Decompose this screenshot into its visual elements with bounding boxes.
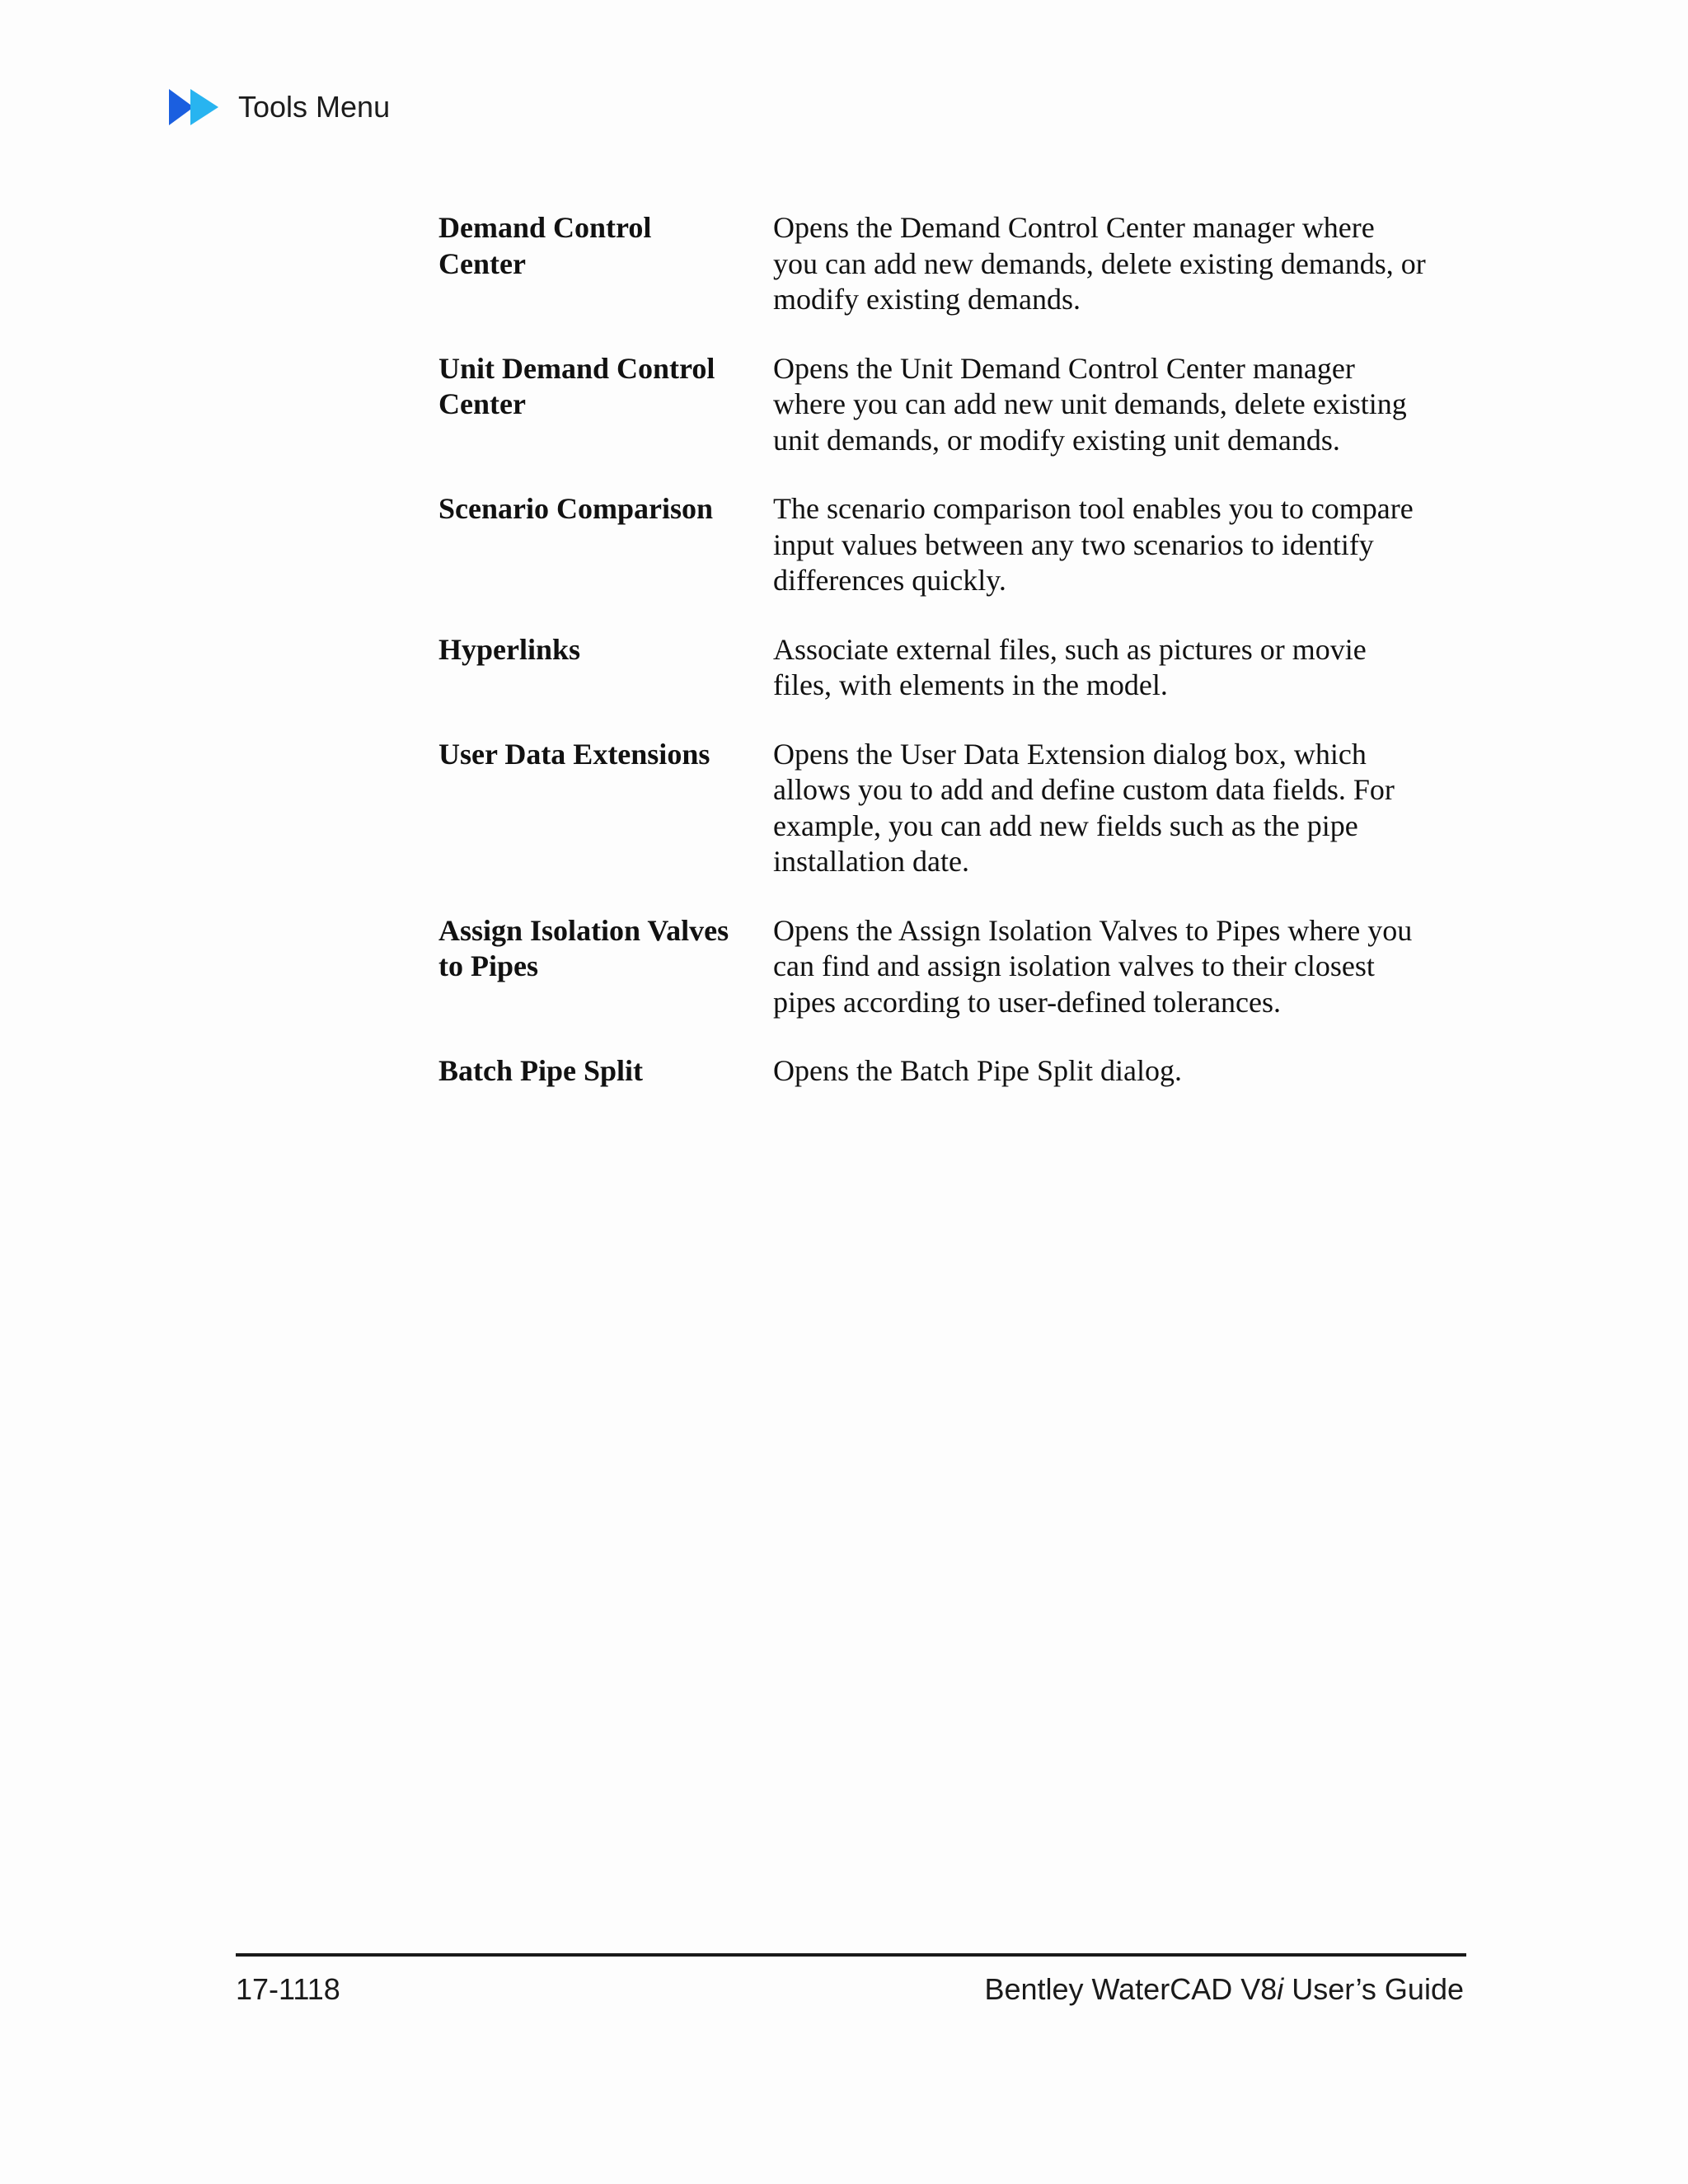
description-line: example, you can add new fields such as the pipe xyxy=(773,808,1358,842)
term xyxy=(438,210,773,318)
description-line: Opens the Assign Isolation Valves to Pipes where you xyxy=(773,913,1413,947)
description-line: allows you to add and define custom data fields. For xyxy=(773,773,1395,806)
description xyxy=(773,351,1444,459)
guide-title xyxy=(984,1971,1464,2008)
definition-entry-hyperlinks xyxy=(438,632,1444,704)
term xyxy=(438,491,773,599)
definition-list xyxy=(438,210,1444,1122)
page-number: 17-1118 xyxy=(236,1972,340,2006)
description-line: The scenario comparison tool enables you to compare xyxy=(773,492,1414,525)
definition-entry-scenario-comparison xyxy=(438,491,1444,599)
term-line: Scenario Comparison xyxy=(438,492,713,525)
description-line: pipes according to user-defined tolerances. xyxy=(773,985,1282,1019)
description-line: where you can add new unit demands, delete existing xyxy=(773,387,1407,420)
section-title: Tools Menu xyxy=(238,90,391,124)
guide-title-italic: i xyxy=(1277,1972,1284,2006)
description-line: can find and assign isolation valves to their closest xyxy=(773,949,1375,982)
description-line: installation date. xyxy=(773,845,969,878)
description-line: Opens the Demand Control Center manager where xyxy=(773,211,1375,244)
definition-entry-unit-demand-control-center xyxy=(438,351,1444,459)
term xyxy=(438,913,773,1021)
term-line: Hyperlinks xyxy=(438,632,581,666)
guide-title-prefix: Bentley WaterCAD V8 xyxy=(984,1972,1278,2006)
description-line: you can add new demands, delete existing demands, or xyxy=(773,246,1426,280)
term-line: Assign Isolation Valves xyxy=(438,913,729,947)
double-chevron-right-icon xyxy=(169,89,222,125)
description-line: modify existing demands. xyxy=(773,283,1081,316)
description-line: input values between any two scenarios to identify xyxy=(773,527,1374,561)
definition-entry-user-data-extensions xyxy=(438,737,1444,880)
description xyxy=(773,1053,1444,1090)
description-line: Associate external files, such as pictures or movie xyxy=(773,632,1367,666)
definition-entry-assign-isolation-valves xyxy=(438,913,1444,1021)
guide-title-suffix: User’s Guide xyxy=(1283,1972,1464,2006)
term-line: User Data Extensions xyxy=(438,737,710,771)
term xyxy=(438,737,773,880)
description xyxy=(773,913,1444,1021)
page-header xyxy=(169,86,390,129)
definition-entry-batch-pipe-split xyxy=(438,1053,1444,1090)
term-line: Batch Pipe Split xyxy=(438,1054,644,1087)
description-line: Opens the User Data Extension dialog box, which xyxy=(773,737,1367,771)
term xyxy=(438,1053,773,1090)
term xyxy=(438,632,773,704)
term-line: Demand Control xyxy=(438,211,652,244)
description xyxy=(773,737,1444,880)
description-line: Opens the Unit Demand Control Center manager xyxy=(773,351,1355,385)
description-line: Opens the Batch Pipe Split dialog. xyxy=(773,1054,1182,1087)
footer-divider xyxy=(236,1953,1466,1957)
definition-entry-demand-control-center xyxy=(438,210,1444,318)
description-line: files, with elements in the model. xyxy=(773,668,1168,701)
description-line: differences quickly. xyxy=(773,564,1006,597)
description xyxy=(773,491,1444,599)
description xyxy=(773,632,1444,704)
description-line: unit demands, or modify existing unit demands. xyxy=(773,423,1340,457)
term-line: Center xyxy=(438,246,526,280)
term-line: Center xyxy=(438,387,526,420)
term-line: to Pipes xyxy=(438,949,538,982)
description xyxy=(773,210,1444,318)
term-line: Unit Demand Control xyxy=(438,351,715,385)
term xyxy=(438,351,773,459)
